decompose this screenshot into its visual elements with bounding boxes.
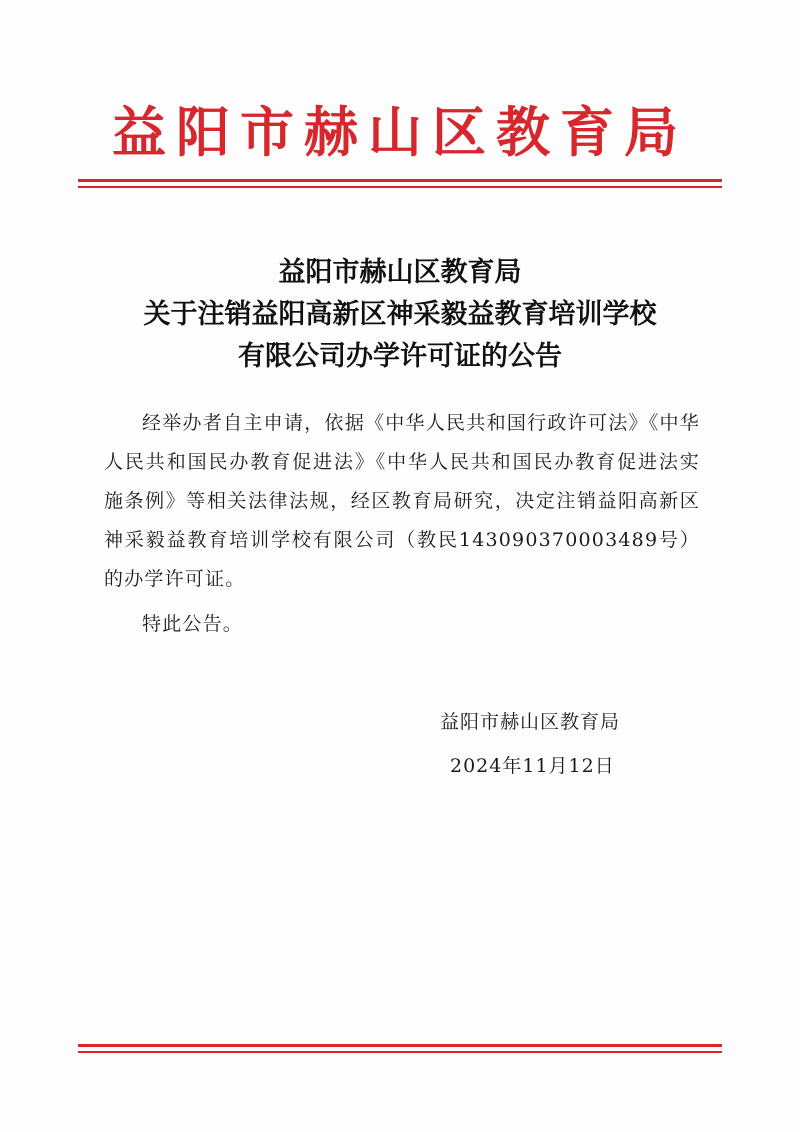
footer-rule-thin: [78, 1051, 722, 1053]
signature-issuer: 益阳市赫山区教育局: [440, 711, 621, 733]
letterhead-title: 益阳市赫山区教育局: [112, 101, 688, 164]
body-closing: 特此公告。: [142, 613, 244, 635]
letterhead-rule-top-thin: [78, 186, 722, 188]
notice-body: [104, 404, 700, 644]
notice-title-line-3: 有限公司办学许可证的公告: [238, 341, 562, 372]
notice-title: [0, 252, 800, 378]
signature-date: 2024年11月12日: [450, 755, 615, 777]
letterhead-rule-top-thick: [78, 179, 722, 182]
notice-title-line-2: 关于注销益阳高新区神采毅益教育培训学校: [143, 299, 657, 330]
signature-block: [440, 700, 620, 788]
footer-rule-thick: [78, 1044, 722, 1047]
notice-title-line-1: 益阳市赫山区教育局: [278, 257, 522, 288]
body-paragraph: 经举办者自主申请，依据《中华人民共和国行政许可法》《中华人民共和国民办教育促进法》《中华人民共和国民办教育促进法实施条例》等相关法律法规，经区教育局研究，决定注销益阳高新区神采毅益教育培训学校有限公司（教民143090370003489号）的办学许可证。: [104, 412, 700, 590]
